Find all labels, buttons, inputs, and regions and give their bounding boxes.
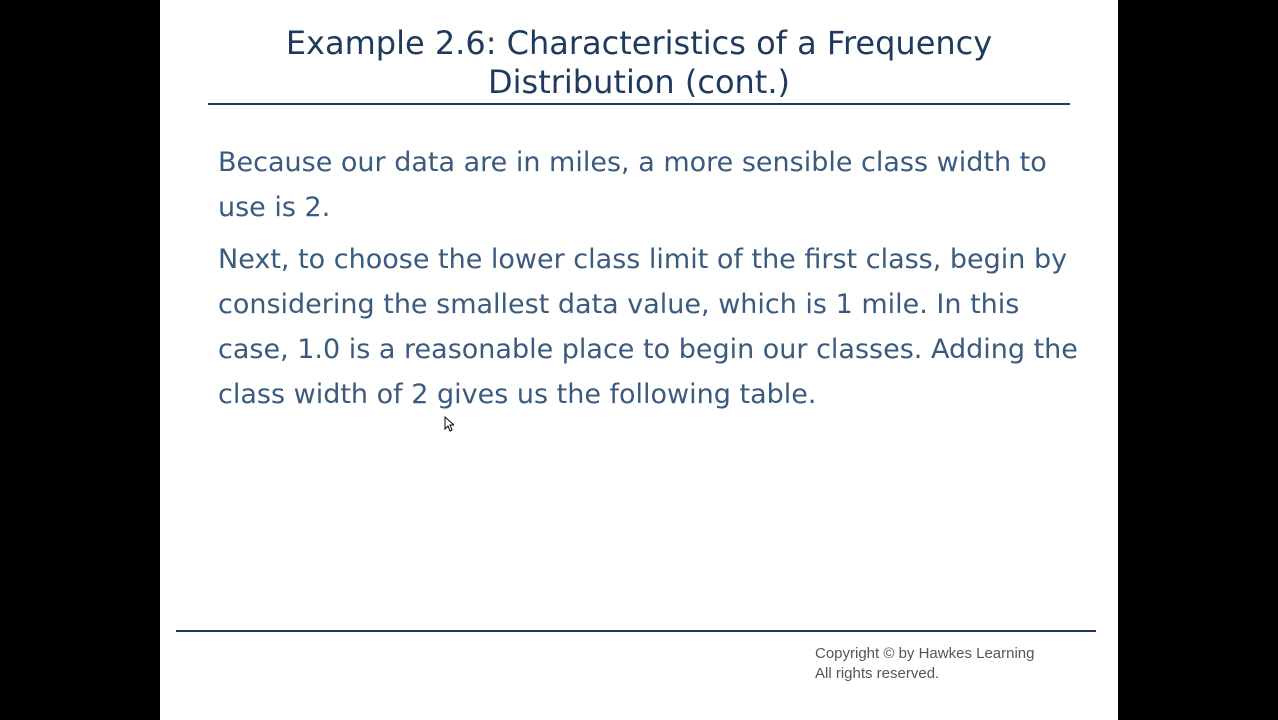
presentation-slide (160, 0, 1118, 720)
slide-title (160, 24, 1118, 102)
slide-body (218, 140, 1078, 417)
paragraph-class-width: Because our data are in miles, a more sensible class width to use is 2. (218, 147, 1047, 223)
slide-title-line-1: Example 2.6: Characteristics of a Frequency (285, 24, 993, 62)
footer-divider (176, 630, 1096, 632)
paragraph-lower-class-limit: Next, to choose the lower class limit of the first class, begin by considering the smallest data value, which is 1 mile. In this case, 1.0 is a reasonable place to begin our classes. Adding the class width of 2 gives us the following table. (218, 244, 1078, 410)
mouse-pointer-icon (444, 416, 454, 432)
title-divider (208, 103, 1070, 105)
copyright-notice (815, 644, 1035, 684)
slide-title-line-2: Distribution (cont.) (488, 63, 790, 101)
copyright-line-2: All rights reserved. (815, 665, 940, 682)
copyright-line-1: Copyright © by Hawkes Learning (815, 645, 1035, 662)
